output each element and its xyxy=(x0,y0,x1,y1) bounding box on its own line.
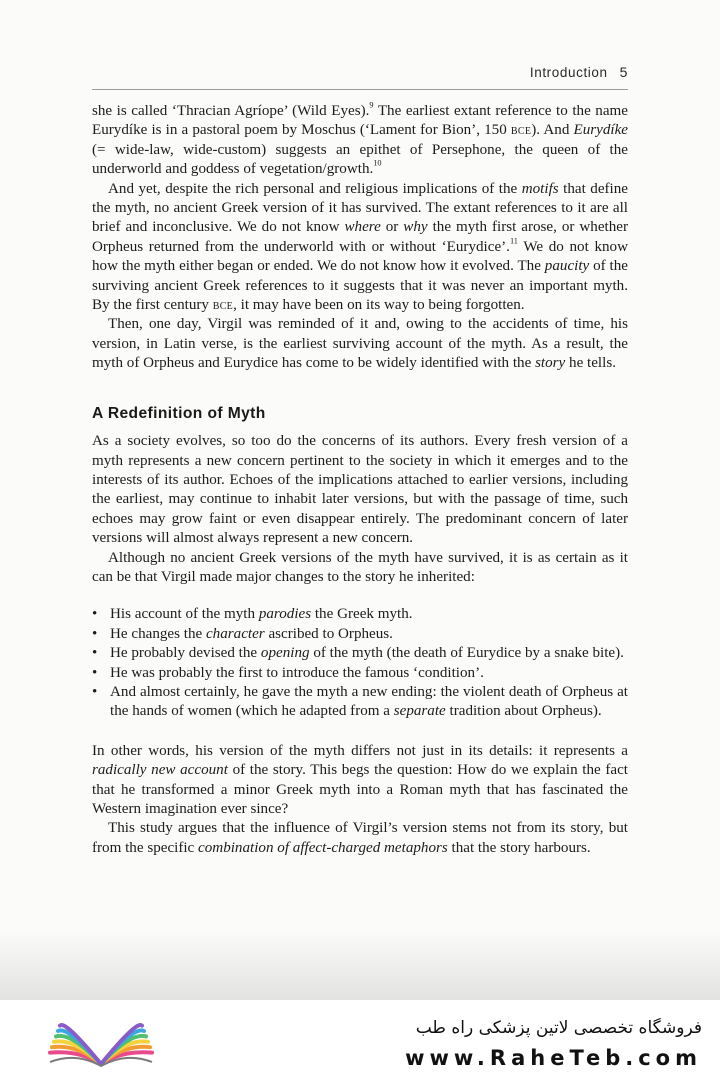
note-ref-10: 10 xyxy=(373,158,382,168)
note-ref-11: 11 xyxy=(509,236,518,246)
paragraph-5: Although no ancient Greek versions of the myth have survived, it is as certain as it can be that Virgil made major changes to the story he inherited: xyxy=(92,549,628,585)
shop-url[interactable]: www.RaheTeb.com xyxy=(405,1046,702,1070)
list-item: • He changes the character ascribed to Orpheus. xyxy=(92,625,628,644)
paragraph-3: Then, one day, Virgil was reminded of it and, owing to the accidents of time, his version, in Latin verse, is the earliest surviving account of the myth. As a result, the myth of Orpheus and Eurydice has come to be widely identified with the story he tells. xyxy=(92,316,628,372)
running-title: Introduction xyxy=(529,65,608,80)
list-item: • His account of the myth parodies the Greek myth. xyxy=(92,605,628,624)
paragraph-4: As a society evolves, so too do the concerns of its authors. Every fresh version of a myth represents a new concern pertinent to the society in which it emerges and to the interests of its author. Echoes of the implications attached to earlier versions, including the earliest, may continue to inhabit later versions, but with the passage of time, such echoes may grow faint or even disappear entirely. The predominant concern of later versions will almost always represent a new concern. xyxy=(92,433,628,547)
running-head xyxy=(92,64,628,80)
list-item: • And almost certainly, he gave the myth a new ending: the violent death of Orpheus at the hands of women (which he adapted from a separate tradition about Orpheus). xyxy=(92,683,628,722)
paragraph-2: And yet, despite the rich personal and religious implications of the motifs that define the myth, no ancient Greek version of it has survived. The extant references to it are all brief and inconclusive. We do not know where or why the myth first arose, or whether Orpheus returned from the underworld with or without ‘Eurydice’.$^{11}$ We do not know how the myth either began or ended. We do not know how it evolved. The paucity of the surviving ancient Greek references to it suggests that it was never an important myth. By the first century bce, it may have been on its way to being forgotten. xyxy=(92,180,629,314)
body-text xyxy=(92,102,628,858)
note-ref-9: 9 xyxy=(369,100,374,110)
list-item: • He probably devised the opening of the myth (the death of Eurydice by a snake bite). xyxy=(92,644,628,663)
header-rule xyxy=(92,89,628,90)
era-abbrev: bce xyxy=(212,298,234,314)
page-number: 5 xyxy=(619,64,628,80)
paragraph-1: she is called ‘Thracian Agríope’ (Wild Eyes).$^9$ The earliest extant reference to the name Eurydíke is in a pastoral poem by Moschus (‘Lament for Bion’, 150 bce). And Eurydíke (= wide-law, wide-custom) suggests an epithet of Persephone, the queen of the underworld and goddess of vegetation/growth.$^{10}$ xyxy=(92,100,628,178)
section-heading: A Redefinition of Myth xyxy=(92,404,266,422)
watermark-banner xyxy=(0,1000,720,1080)
list-item: • He was probably the first to introduce the famous ‘condition’. xyxy=(92,664,628,683)
changes-list xyxy=(92,605,628,721)
era-abbrev: bce xyxy=(510,123,532,139)
bottom-shadow xyxy=(0,930,720,1010)
shop-name: فروشگاه تخصصی لاتین پزشکی راه طب xyxy=(415,1018,702,1038)
open-book-logo-icon xyxy=(36,1012,166,1074)
paragraph-6: In other words, his version of the myth differs not just in its details: it represents a radically new account of the story. This begs the question: How do we explain the fact that he transformed a minor Greek myth into a Roman myth that has fascinated the Western imagination ever since? xyxy=(92,742,628,817)
paragraph-7: This study argues that the influence of Virgil’s version stems not from its story, but from the specific combination of affect-charged metaphors that the story harbours. xyxy=(92,820,628,856)
